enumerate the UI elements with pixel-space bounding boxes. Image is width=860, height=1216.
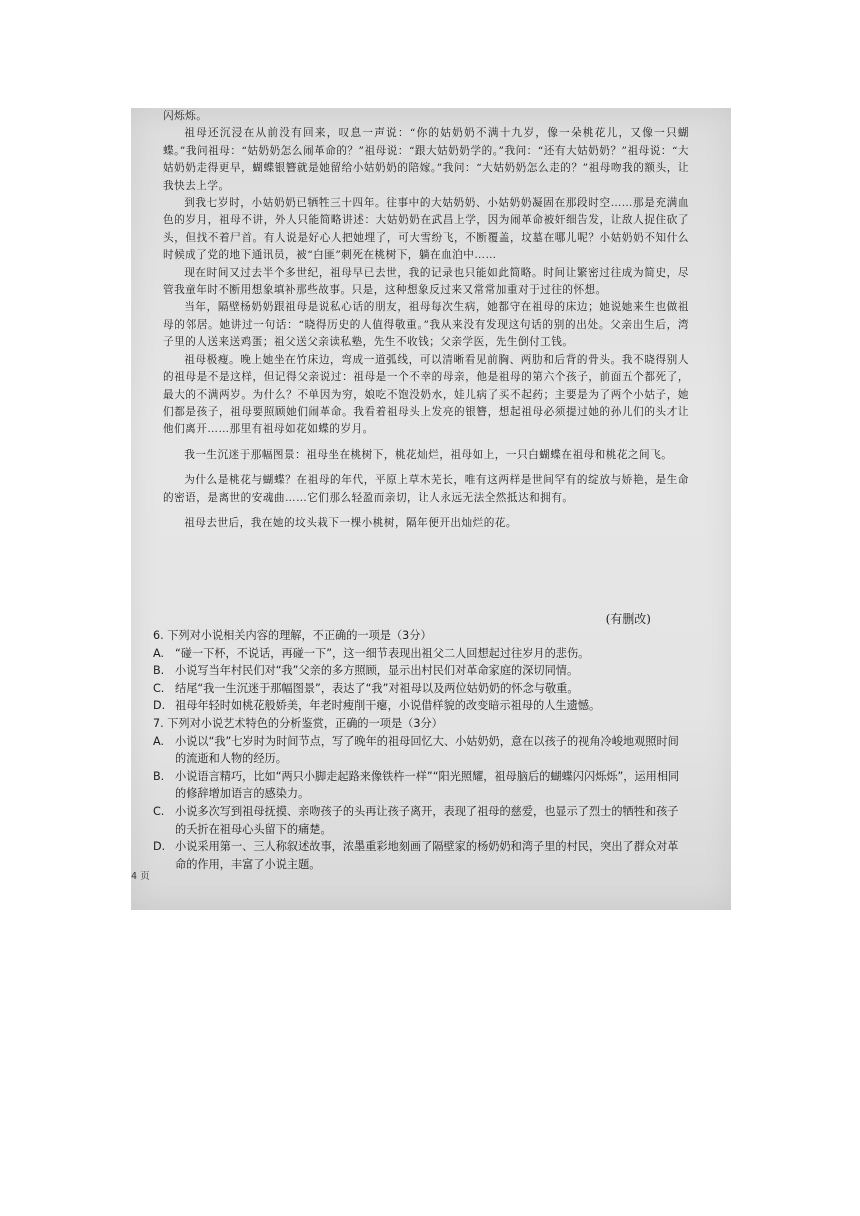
answer-option [153, 680, 689, 698]
answer-option [153, 838, 689, 873]
option-letter: B. [153, 664, 165, 678]
option-letter: A. [153, 646, 165, 660]
source-note: (有删改) [605, 612, 651, 626]
question-stem: 7. 下列对小说艺术特色的分析鉴赏，正确的一项是（3分） [153, 716, 443, 730]
story-paragraph: 为什么是桃花与蝴蝶？在祖母的年代，平原上草木芜长，唯有这两样是世间罕有的绽放与娇艳，是生命的密语，是离世的安魂曲……它们那么轻盈而亲切，让人永远无法全然抵达和拥有。 [163, 474, 689, 504]
document-photo [131, 108, 731, 910]
story-paragraph: 到我七岁时，小姑奶奶已牺牲三十四年。往事中的大姑奶奶、小姑奶奶凝固在那段时空……那是充满血色的岁月，祖母不讲，外人只能简略讲述：大姑奶奶在武昌上学，因为闹革命被奸细告发，让敌人捉住砍了头，但找不着尸首。有人说是好心人把她埋了，可大雪纷飞，不断覆盖，坟墓在哪儿呢？小姑奶奶不知什么时候成了党的地下通讯员，被“白匪”刺死在桃树下，躺在血泊中…… [163, 197, 689, 262]
page-number: 4 页 [131, 871, 150, 882]
option-text: 祖母年轻时如桃花般娇美，年老时瘦削干瘪，小说借样貌的改变暗示祖母的人生遗憾。 [175, 699, 601, 713]
question-section [153, 627, 689, 873]
answer-option [153, 803, 689, 838]
story-text [163, 108, 689, 532]
option-text: 小说写当年村民们对“我”父亲的多方照顾，显示出村民们对革命家庭的深切同情。 [175, 664, 579, 678]
story-paragraph: 当年，隔壁杨奶奶跟祖母是说私心话的朋友，祖母每次生病，她都守在祖母的床边；她说她来生也做祖母的邻居。她讲过一句话：“晓得历史的人值得敬重。”我从来没有发现这句话的别的出处。父亲出生后，湾子里的人送来送鸡蛋；祖父送父亲读私塾，先生不收钱；父亲学医，先生倒付工钱。 [163, 301, 689, 349]
option-text: 结尾“我一生沉迷于那幅图景”，表达了“我”对祖母以及两位姑奶奶的怀念与敬重。 [175, 681, 579, 695]
answer-option [153, 733, 689, 768]
option-text: 小说采用第一、三人称叙述故事，浓墨重彩地刻画了隔壁家的杨奶奶和湾子里的村民，突出了群众对革命的作用，丰富了小说主题。 [175, 840, 679, 871]
story-paragraph: 我一生沉迷于那幅图景：祖母坐在桃树下，桃花灿烂，祖母如上，一只白蝴蝶在祖母和桃花之间飞。 [184, 448, 673, 461]
story-paragraph: 祖母去世后，我在她的坟头栽下一棵小桃树，隔年便开出灿烂的花。 [184, 516, 517, 529]
option-letter: B. [153, 769, 165, 783]
story-paragraph: 现在时间又过去半个多世纪，祖母早已去世，我的记录也只能如此简略。时间让繁密过往成为简史，尽管我童年时不断用想象填补那些故事。只是，这种想象反过来又常常加重对于过往的怀想。 [163, 266, 689, 297]
answer-option [153, 697, 689, 715]
option-letter: D. [153, 699, 166, 713]
answer-option [153, 768, 689, 803]
option-letter: C. [153, 681, 165, 695]
story-paragraph: 祖母还沉浸在从前没有回来，叹息一声说：“你的姑奶奶不满十九岁，像一朵桃花儿，又像一只蝴蝶。”我问祖母：“姑奶奶怎么闹革命的？”祖母说：“跟大姑奶奶学的。”我问：“还有大姑奶奶？”祖母说：“大姑奶奶走得更早，蝴蝶银簪就是她留给小姑奶奶的陪嫁。”我问：“大姑奶奶怎么走的？”祖母吻我的额头，让我快去上学。 [163, 127, 689, 192]
question-stem: 6. 下列对小说相关内容的理解，不正确的一项是（3分） [153, 629, 432, 642]
option-letter: A. [153, 734, 165, 748]
option-text: “碰一下杯，不说话，再碰一下”，这一细节表现出祖父二人回想起过往岁月的悲伤。 [175, 646, 590, 660]
option-letter: C. [153, 804, 165, 818]
option-text: 小说多次写到祖母抚摸、亲吻孩子的头再让孩子离开，表现了祖母的慈爱，也显示了烈士的牺牲和孩子的夭折在祖母心头留下的痛楚。 [175, 804, 679, 836]
answer-option [153, 662, 689, 680]
option-text: 小说以“我”七岁时为时间节点，写了晚年的祖母回忆大、小姑奶奶，意在以孩子的视角冷峻地观照时间的流逝和人物的经历。 [175, 734, 679, 766]
answer-option [153, 645, 689, 663]
option-text: 小说语言精巧，比如“两只小脚走起路来像铁杵一样”“阳光照耀，祖母脑后的蝴蝶闪闪烁烁”，运用相同的修辞增加语言的感染力。 [175, 769, 680, 801]
story-paragraph: 祖母极瘦。晚上她坐在竹床边，弯成一道弧线，可以清晰看见前胸、两肋和后背的骨头。我不晓得别人的祖母是不是这样，但记得父亲说过：祖母是一个不幸的母亲，他是祖母的第六个孩子，前面五个都死了，最大的不满两岁。为什么？不单因为穷，娘吃不饱没奶水，娃儿病了买不起药；主要是为了两个小姑子，她们都是孩子，祖母要照顾她们闹革命。我看着祖母头上发亮的银簪，想起祖母必须提过她的孙儿们的头才让他们离开……那里有祖母如花如蝶的岁月。 [163, 353, 689, 436]
story-paragraph: 闪烁烁。 [163, 110, 208, 122]
option-letter: D. [153, 840, 166, 854]
